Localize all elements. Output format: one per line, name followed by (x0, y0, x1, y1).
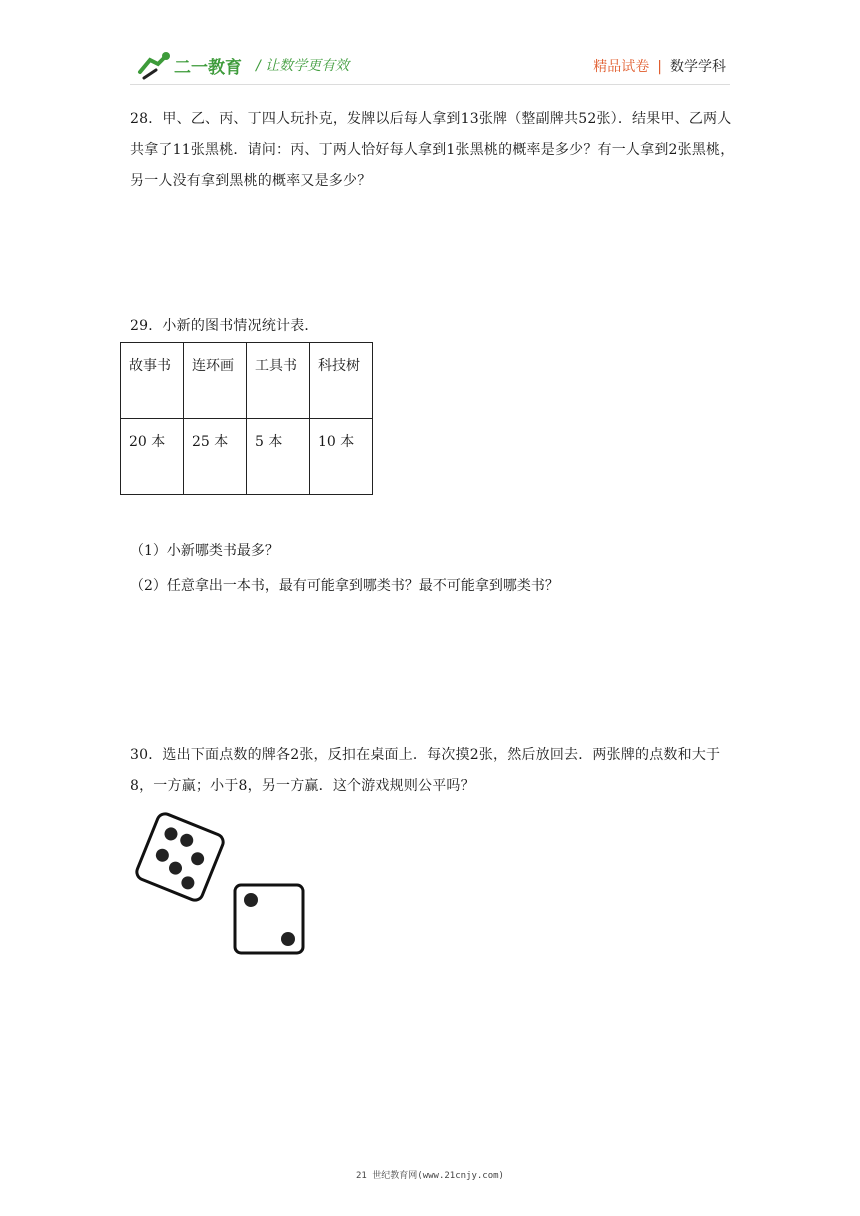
paper-tag: 精品试卷 (593, 59, 650, 75)
dice-illustration (125, 805, 325, 965)
die-five-icon (134, 811, 225, 902)
table-header-row (121, 343, 373, 419)
die-two-icon (235, 885, 303, 953)
table-cell: 5 本 (247, 419, 310, 495)
table-header-cell: 故事书 (121, 343, 184, 419)
brand-name: 二一教育 (174, 58, 242, 78)
table-header-cell: 科技树 (310, 343, 373, 419)
page-footer: 21 世纪教育网(www.21cnjy.com) (356, 1171, 504, 1181)
table-row (121, 419, 373, 495)
question-29-part-2: （2）任意拿出一本书，最有可能拿到哪类书？最不可能拿到哪类书？ (130, 578, 559, 594)
table-header-cell: 连环画 (184, 343, 247, 419)
table-cell: 25 本 (184, 419, 247, 495)
header-separator: | (657, 59, 662, 75)
header-slogan: / 让数学更有效 (256, 58, 350, 74)
subject-tag: 数学学科 (670, 59, 726, 75)
header-tags (593, 56, 726, 76)
question-29: 29．小新的图书情况统计表． (130, 318, 319, 334)
table-header-cell: 工具书 (247, 343, 310, 419)
question-29-part-1: （1）小新哪类书最多？ (130, 543, 279, 559)
question-28: 28．甲、乙、丙、丁四人玩扑克，发牌以后每人拿到13张牌（整副牌共52张）．结果甲、乙两人共拿了11张黑桃．请问：丙、丁两人恰好每人拿到1张黑桃的概率是多少？有一人拿到2张黑桃，另一人没有拿到黑桃的概率又是多少？ (130, 111, 735, 189)
page-header (0, 0, 860, 90)
table-cell: 10 本 (310, 419, 373, 495)
book-stats-table (120, 342, 373, 495)
header-divider (130, 84, 730, 85)
table-cell: 20 本 (121, 419, 184, 495)
question-30: 30．选出下面点数的牌各2张，反扣在桌面上．每次摸2张，然后放回去．两张牌的点数和大于8，一方赢；小于8，另一方赢．这个游戏规则公平吗？ (130, 747, 721, 794)
